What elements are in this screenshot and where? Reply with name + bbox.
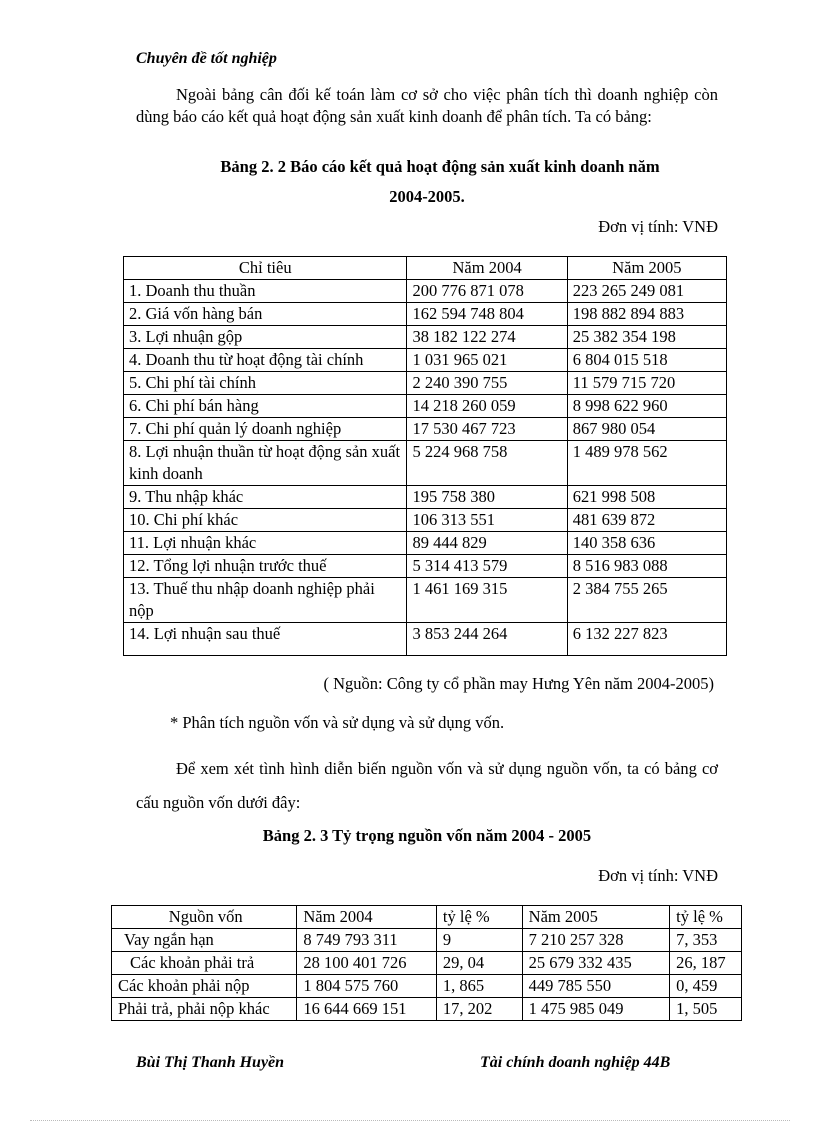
table1-unit: Đơn vị tính: VNĐ	[598, 217, 718, 236]
row-label: 11. Lợi nhuận khác	[124, 532, 407, 555]
value-2005: 140 358 636	[567, 532, 726, 555]
bullet-analysis: * Phân tích nguồn vốn và sử dụng và sử dụng vốn.	[170, 713, 505, 732]
income-statement-table	[123, 256, 727, 656]
value-2005: 867 980 054	[567, 418, 726, 441]
value-2004: 1 804 575 760	[297, 975, 437, 998]
row-label: 7. Chi phí quản lý doanh nghiệp	[124, 418, 407, 441]
table-header-row	[124, 257, 727, 280]
value-2005: 621 998 508	[567, 486, 726, 509]
value-2004: 8 749 793 311	[297, 929, 437, 952]
column-header: Năm 2005	[522, 906, 669, 929]
row-label: 1. Doanh thu thuần	[124, 280, 407, 303]
table-row	[124, 395, 727, 418]
column-header: Năm 2004	[407, 257, 567, 280]
table-row	[124, 441, 727, 486]
table-row	[124, 532, 727, 555]
column-header: Chỉ tiêu	[124, 257, 407, 280]
table1-caption-line1: Bảng 2. 2 Báo cáo kết quả hoạt động sản xuất kinh doanh năm	[220, 157, 660, 176]
column-header: Nguồn vốn	[112, 906, 297, 929]
row-label: Các khoản phải nộp	[112, 975, 297, 998]
ratio-2005: 7, 353	[670, 929, 742, 952]
value-2005: 7 210 257 328	[522, 929, 669, 952]
row-label: 2. Giá vốn hàng bán	[124, 303, 407, 326]
value-2004: 17 530 467 723	[407, 418, 567, 441]
table-row	[112, 952, 742, 975]
table-row	[124, 486, 727, 509]
value-2004: 5 314 413 579	[407, 555, 567, 578]
row-label: 8. Lợi nhuận thuần từ hoạt động sản xuất kinh doanh	[124, 441, 407, 486]
row-label: 4. Doanh thu từ hoạt động tài chính	[124, 349, 407, 372]
row-label: 6. Chi phí bán hàng	[124, 395, 407, 418]
row-label: 5. Chi phí tài chính	[124, 372, 407, 395]
value-2005: 25 679 332 435	[522, 952, 669, 975]
table-row	[112, 998, 742, 1021]
value-2004: 2 240 390 755	[407, 372, 567, 395]
table-row	[124, 509, 727, 532]
value-2004: 3 853 244 264	[407, 623, 567, 656]
footer-department: Tài chính doanh nghiệp 44B	[480, 1054, 671, 1071]
row-label: 13. Thuế thu nhập doanh nghiệp phải nộp	[124, 578, 407, 623]
ratio-2004: 9	[436, 929, 522, 952]
value-2004: 1 461 169 315	[407, 578, 567, 623]
table-row	[124, 303, 727, 326]
value-2004: 200 776 871 078	[407, 280, 567, 303]
ratio-2004: 17, 202	[436, 998, 522, 1021]
table-row	[124, 372, 727, 395]
table-row	[124, 578, 727, 623]
value-2005: 8 516 983 088	[567, 555, 726, 578]
row-label: 10. Chi phí khác	[124, 509, 407, 532]
value-2004: 89 444 829	[407, 532, 567, 555]
paragraph-capital-structure: Để xem xét tình hình diễn biến nguồn vốn và sử dụng nguồn vốn, ta có bảng cơ cấu nguồn vốn dưới đây:	[136, 759, 718, 812]
table-row	[124, 418, 727, 441]
table1-source: ( Nguồn: Công ty cổ phần may Hưng Yên năm 2004-2005)	[323, 674, 714, 693]
value-2005: 1 475 985 049	[522, 998, 669, 1021]
value-2005: 25 382 354 198	[567, 326, 726, 349]
ratio-2004: 1, 865	[436, 975, 522, 998]
value-2005: 11 579 715 720	[567, 372, 726, 395]
table2-caption: Bảng 2. 3 Tỷ trọng nguồn vốn năm 2004 - 2005	[262, 826, 592, 845]
ratio-2005: 0, 459	[670, 975, 742, 998]
value-2005: 2 384 755 265	[567, 578, 726, 623]
value-2004: 195 758 380	[407, 486, 567, 509]
ratio-2005: 1, 505	[670, 998, 742, 1021]
table-row	[112, 975, 742, 998]
table-row	[112, 929, 742, 952]
value-2005: 223 265 249 081	[567, 280, 726, 303]
value-2004: 14 218 260 059	[407, 395, 567, 418]
table-row	[124, 349, 727, 372]
value-2005: 1 489 978 562	[567, 441, 726, 486]
table-row	[124, 280, 727, 303]
value-2004: 1 031 965 021	[407, 349, 567, 372]
row-label: Phải trả, phải nộp khác	[112, 998, 297, 1021]
row-label: 9. Thu nhập khác	[124, 486, 407, 509]
row-label: 14. Lợi nhuận sau thuế	[124, 623, 407, 656]
table-row	[124, 555, 727, 578]
value-2005: 481 639 872	[567, 509, 726, 532]
ratio-2005: 26, 187	[670, 952, 742, 975]
row-label: 3. Lợi nhuận gộp	[124, 326, 407, 349]
table1-caption-line2: 2004-2005.	[389, 187, 465, 206]
capital-structure-table	[111, 905, 742, 1021]
value-2004: 106 313 551	[407, 509, 567, 532]
column-header: tỷ lệ %	[436, 906, 522, 929]
value-2005: 198 882 894 883	[567, 303, 726, 326]
ratio-2004: 29, 04	[436, 952, 522, 975]
row-label: Các khoản phải trả	[112, 952, 297, 975]
value-2005: 6 132 227 823	[567, 623, 726, 656]
value-2004: 38 182 122 274	[407, 326, 567, 349]
value-2004: 5 224 968 758	[407, 441, 567, 486]
table-header-row	[112, 906, 742, 929]
value-2004: 28 100 401 726	[297, 952, 437, 975]
page-bottom-divider	[30, 1120, 790, 1121]
row-label: Vay ngắn hạn	[112, 929, 297, 952]
table-row	[124, 623, 727, 656]
value-2005: 6 804 015 518	[567, 349, 726, 372]
table-row	[124, 326, 727, 349]
intro-paragraph: Ngoài bảng cân đối kế toán làm cơ sở cho việc phân tích thì doanh nghiệp còn dùng báo cáo kết quả hoạt động sản xuất kinh doanh để phân tích. Ta có bảng:	[136, 85, 718, 126]
value-2004: 16 644 669 151	[297, 998, 437, 1021]
value-2004: 162 594 748 804	[407, 303, 567, 326]
column-header: tỷ lệ %	[670, 906, 742, 929]
table2-unit: Đơn vị tính: VNĐ	[598, 866, 718, 885]
footer-author: Bùi Thị Thanh Huyền	[136, 1054, 285, 1071]
column-header: Năm 2004	[297, 906, 437, 929]
row-label: 12. Tổng lợi nhuận trước thuế	[124, 555, 407, 578]
column-header: Năm 2005	[567, 257, 726, 280]
value-2005: 8 998 622 960	[567, 395, 726, 418]
value-2005: 449 785 550	[522, 975, 669, 998]
page-header: Chuyên đề tốt nghiệp	[136, 50, 277, 67]
